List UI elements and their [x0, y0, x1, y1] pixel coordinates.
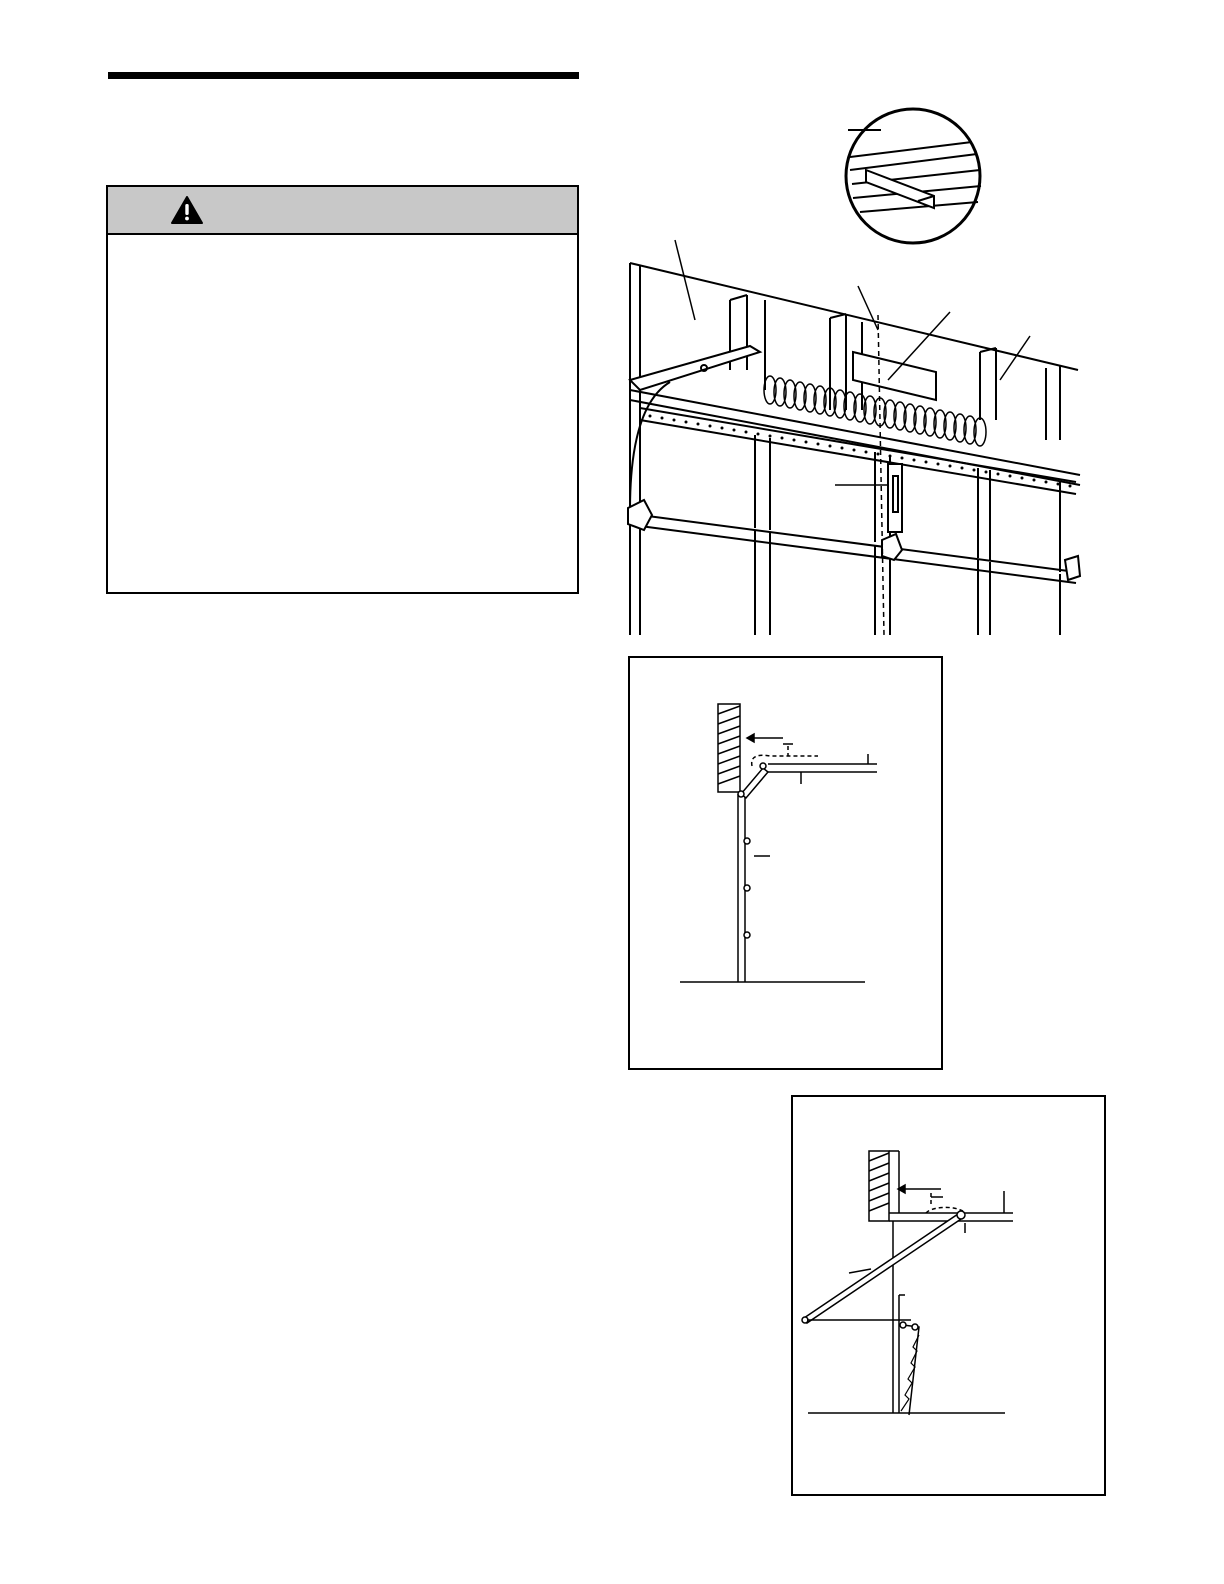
warning-header: [108, 187, 577, 235]
warning-triangle-icon: [170, 195, 204, 225]
warning-box: [106, 185, 579, 594]
section-title: [108, 96, 579, 136]
one-piece-door-svg: [791, 1095, 1106, 1496]
warning-body: [108, 235, 577, 263]
section-top-rule: [108, 72, 579, 79]
sectional-door-svg: [628, 656, 943, 1070]
header-wall-svg: [600, 90, 1100, 650]
sectional-door-diagram: [628, 656, 943, 1070]
one-piece-door-diagram: [791, 1095, 1106, 1496]
header-wall-illustration: [600, 90, 1100, 650]
